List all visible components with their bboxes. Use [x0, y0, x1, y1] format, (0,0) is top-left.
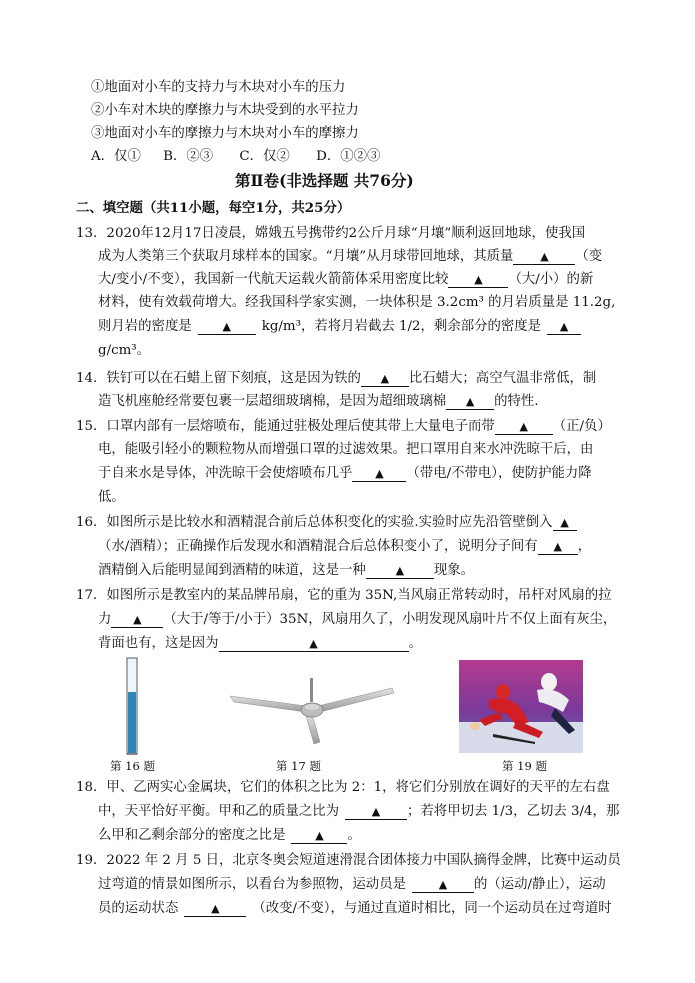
q14-line-1: 14．铁钉可以在石蜡上留下刻痕，这是因为铁的 ▲ 比石蜡大；高空气温非常低，制: [76, 371, 597, 386]
q13-line-5: 则月岩的密度是 ▲ kg/m³，若将月岩截去 1/2，剩余部分的密度是 ▲: [98, 318, 581, 336]
q13-blank-4: ▲: [547, 319, 581, 335]
part-title: 第Ⅱ卷(非选择题 共76分): [235, 171, 414, 190]
option-statement-3: ③地面对小车的摩擦力与木块对小车的摩擦力: [91, 126, 359, 141]
q16-line-3: 酒精倒入后能明显闻到酒精的味道，这是一种 ▲ 现象。: [98, 563, 474, 578]
q17-blank-2: ▲: [219, 636, 409, 652]
q14-blank-1: ▲: [361, 371, 409, 387]
figure-17-caption: 第 17 题: [276, 759, 321, 773]
section-title: 二、填空题（共11小题，每空1分，共25分）: [76, 200, 351, 216]
answer-c: C．仅②: [239, 149, 290, 164]
q17-line-1: 17．如图所示是教室内的某品牌吊扇，它的重为 35N,当风扇正常转动时，吊杆对风扇的拉: [76, 588, 612, 603]
q13-line-2: 成为人类第三个获取月球样本的国家。“月壤”从月球带回地球，其质量 ▲ （变: [98, 249, 603, 264]
q15-line-2: 电，能吸引轻小的颗粒物从而增强口罩的过滤效果。把口罩用自来水冲洗晾干后，由: [98, 442, 594, 457]
q16-blank-2: ▲: [538, 539, 578, 555]
q19-blank-1: ▲: [412, 877, 474, 893]
q17-line-2: 力 ▲ （大于/等于/小于）35N，风扇用久了，小明发现风扇叶片不仅上面有灰尘，: [98, 612, 617, 627]
q16-line-1: 16．如图所示是比较水和酒精混合前后总体积变化的实验.实验时应先沿管壁倒入 ▲: [76, 514, 577, 532]
q16-blank-1: ▲: [553, 515, 577, 531]
figure-19-caption: 第 19 题: [502, 759, 547, 773]
q18-line-2: 中，天平恰好平衡。甲和乙的质量之比为 ▲ ；若将甲切去 1/3，乙切去 3/4，那: [98, 804, 620, 819]
option-statement-1: ①地面对小车的支持力与木块对小车的压力: [91, 80, 346, 95]
q18-line-3: 么甲和乙剩余部分的密度之比是 ▲ 。: [98, 828, 361, 843]
q13-blank-1: ▲: [513, 249, 575, 265]
q18-line-1: 18．甲、乙两实心金属块，它们的体积之比为 2：1，将它们分别放在调好的天平的左右盘: [76, 780, 610, 795]
q13-line-1: 13．2020年12月17日凌晨，嫦娥五号携带约2公斤月球“月壤”顺利返回地球，使我国: [76, 226, 586, 241]
q13-line-4: 材料，使有效载荷增大。经我国科学家实测，一块体积是 3.2cm³ 的月岩质量是 11.2g,: [98, 295, 616, 310]
answer-choices: [91, 148, 380, 166]
q13-blank-3: ▲: [198, 319, 256, 335]
q18-blank-1: ▲: [345, 804, 407, 820]
q17-line-3: 背面也有，这是因为 ▲ 。: [98, 636, 422, 651]
q13-line-3: 大/变小/不变），我国新一代航天运载火箭箭体采用密度比较 ▲ （大/小）的新: [98, 272, 594, 287]
figure-16-caption: 第 16 题: [110, 759, 155, 773]
q16-line-2: （水/酒精）；正确操作后发现水和酒精混合后总体积变小了，说明分子间有 ▲ ，: [98, 539, 592, 554]
q16-blank-3: ▲: [366, 563, 434, 579]
ceiling-fan-figure: [226, 676, 396, 746]
q15-blank-2: ▲: [352, 466, 406, 482]
speed-skating-photo: [459, 660, 583, 753]
q15-line-3: 于自来水是导体，冲洗晾干会使熔喷布几乎 ▲ （带电/不带电），使防护能力降: [98, 466, 592, 481]
q14-blank-2: ▲: [446, 394, 494, 410]
q13-blank-2: ▲: [448, 272, 508, 288]
q15-line-1: 15．口罩内部有一层熔喷布，能通过驻极处理后使其带上大量电子而带 ▲ （正/负）: [76, 419, 611, 434]
option-statement-2: ②小车对木块的摩擦力与木块受到的水平拉力: [91, 103, 359, 118]
answer-a: A．仅①: [91, 149, 141, 164]
answer-d: D．①②③: [316, 149, 381, 164]
q14-line-2: 造飞机座舱经常要包裹一层超细玻璃棉，是因为超细玻璃棉 ▲ 的特性．: [98, 394, 548, 409]
graduated-tube-figure: [118, 656, 146, 756]
q19-blank-2: ▲: [184, 901, 246, 917]
q13-line-6: g/cm³。: [98, 343, 151, 358]
q19-line-1: 19．2022 年 2 月 5 日，北京冬奥会短道速滑混合团体接力中国队摘得金牌，比赛中运动员: [76, 853, 621, 868]
q18-blank-2: ▲: [291, 828, 347, 844]
q15-blank-1: ▲: [495, 419, 553, 435]
q17-blank-1: ▲: [111, 612, 163, 628]
q15-line-4: 低。: [98, 490, 125, 505]
answer-b: B．②③: [163, 149, 214, 164]
q19-line-2: 过弯道的情景如图所示，以看台为参照物，运动员是 ▲ 的（运动/静止），运动: [98, 877, 606, 892]
q19-line-3: 员的运动状态 ▲ （改变/不变），与通过直道时相比，同一个运动员在过弯道时: [98, 901, 612, 916]
